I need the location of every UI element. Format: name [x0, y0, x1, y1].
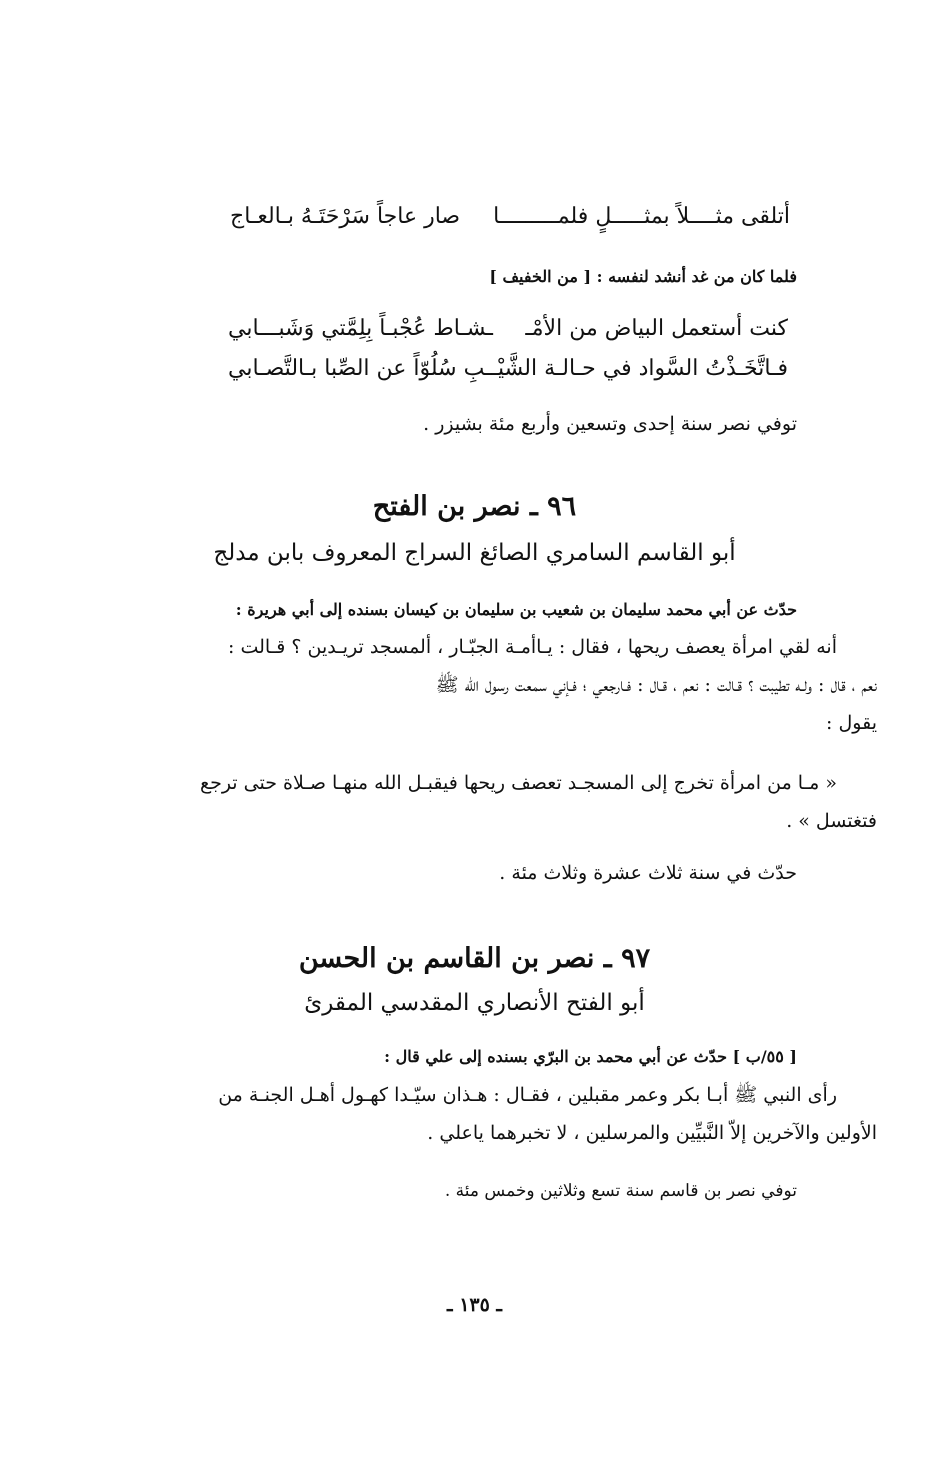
verse-left-hemistich: ـبِ سُلُوّاً عن الصِّبا بـالتَّصـابي	[228, 356, 492, 381]
text-line-1: رأى النبي ﷺ أبـا بكر وعمر مقبلين ، فقـال : هـذان سيّـدا كهـول أهـل الجنـة من	[218, 1084, 837, 1106]
verse-right-hemistich: أتلقى مثــــلاً بمثـــــلٍ فلمـــــــــا	[493, 204, 790, 229]
entry-96-note: حدّث في سنة ثلاث عشرة وثلاث مئة .	[499, 862, 797, 884]
entry-97-death-note: توفي نصر بن قاسم سنة تسع وثلاثين وخمس مئة .	[444, 1181, 797, 1201]
quote-line-2: فتغتسل » .	[786, 810, 877, 832]
entry-96-title: ٩٦ ـ نصر بن الفتح	[372, 491, 577, 522]
text-line-2: الأولين والآخرين إلاّ النَّبيِّين والمرسلين ، لا تخبرهما ياعلي .	[427, 1122, 877, 1144]
page-number: ـ ١٣٥ ـ	[447, 1294, 502, 1316]
verse-left-hemistich: ـشـاط عُجْبـاً بِلِمَّتي وَشَبـــابي	[228, 316, 493, 341]
poem-verse-3	[228, 354, 788, 386]
poem-verse-1	[230, 202, 790, 234]
entry-96-isnad: حدّث عن أبي محمد سليمان بن شعيب بن سليمان بن كيسان بسنده إلى أبي هريرة :	[235, 600, 797, 619]
hadith-line-2: نعم ، قال : ولـه تطيبت ؟ قـالت : نعم ، قـال : فـارجعي ؛ فـإني سمعت رسول الله ﷺ	[435, 674, 877, 696]
hadith-line-3: يقول :	[826, 712, 877, 734]
verse-right-hemistich: فـاتَّخَـذْتُ السَّواد في حـالـة الشَّيْـ	[491, 356, 788, 381]
verse-left-hemistich: صار عاجاً سَرْحَتَـهُ بـالعـاج	[230, 204, 461, 229]
poem-verse-2	[228, 314, 788, 346]
hadith-line-1: أنه لقي امرأة يعصف ريحها ، فقال : يـاأمـة الجبّـار ، ألمسجد تريـدين ؟ قـالت :	[228, 636, 837, 658]
entry-97-subtitle: أبو الفتح الأنصاري المقدسي المقرئ	[304, 990, 645, 1016]
entry-96-quote	[112, 764, 877, 840]
transition-line: فلما كان من غد أنشد لنفسه : [ من الخفيف ]	[489, 267, 797, 286]
entry-96-hadith	[112, 628, 877, 742]
entry-96-subtitle: أبو القاسم السامري الصائغ السراج المعروف بابن مدلج	[213, 540, 736, 566]
quote-line-1: « مـا من امرأة تخرج إلى المسجـد تعصف ريحها فيقبـل الله منهـا صـلاة حتى ترجع	[199, 772, 837, 794]
verse-right-hemistich: كنت أستعمل البياض من الأمْـ	[525, 316, 788, 341]
entry-97-title: ٩٧ ـ نصر بن القاسم بن الحسن	[298, 943, 651, 974]
entry-97-isnad: [ ٥٥/ب ] حدّث عن أبي محمد بن البرّي بسنده إلى علي قال :	[384, 1047, 797, 1066]
entry-97-text	[112, 1076, 877, 1152]
death-note: توفي نصر سنة إحدى وتسعين وأربع مئة بشيزر .	[423, 413, 797, 435]
